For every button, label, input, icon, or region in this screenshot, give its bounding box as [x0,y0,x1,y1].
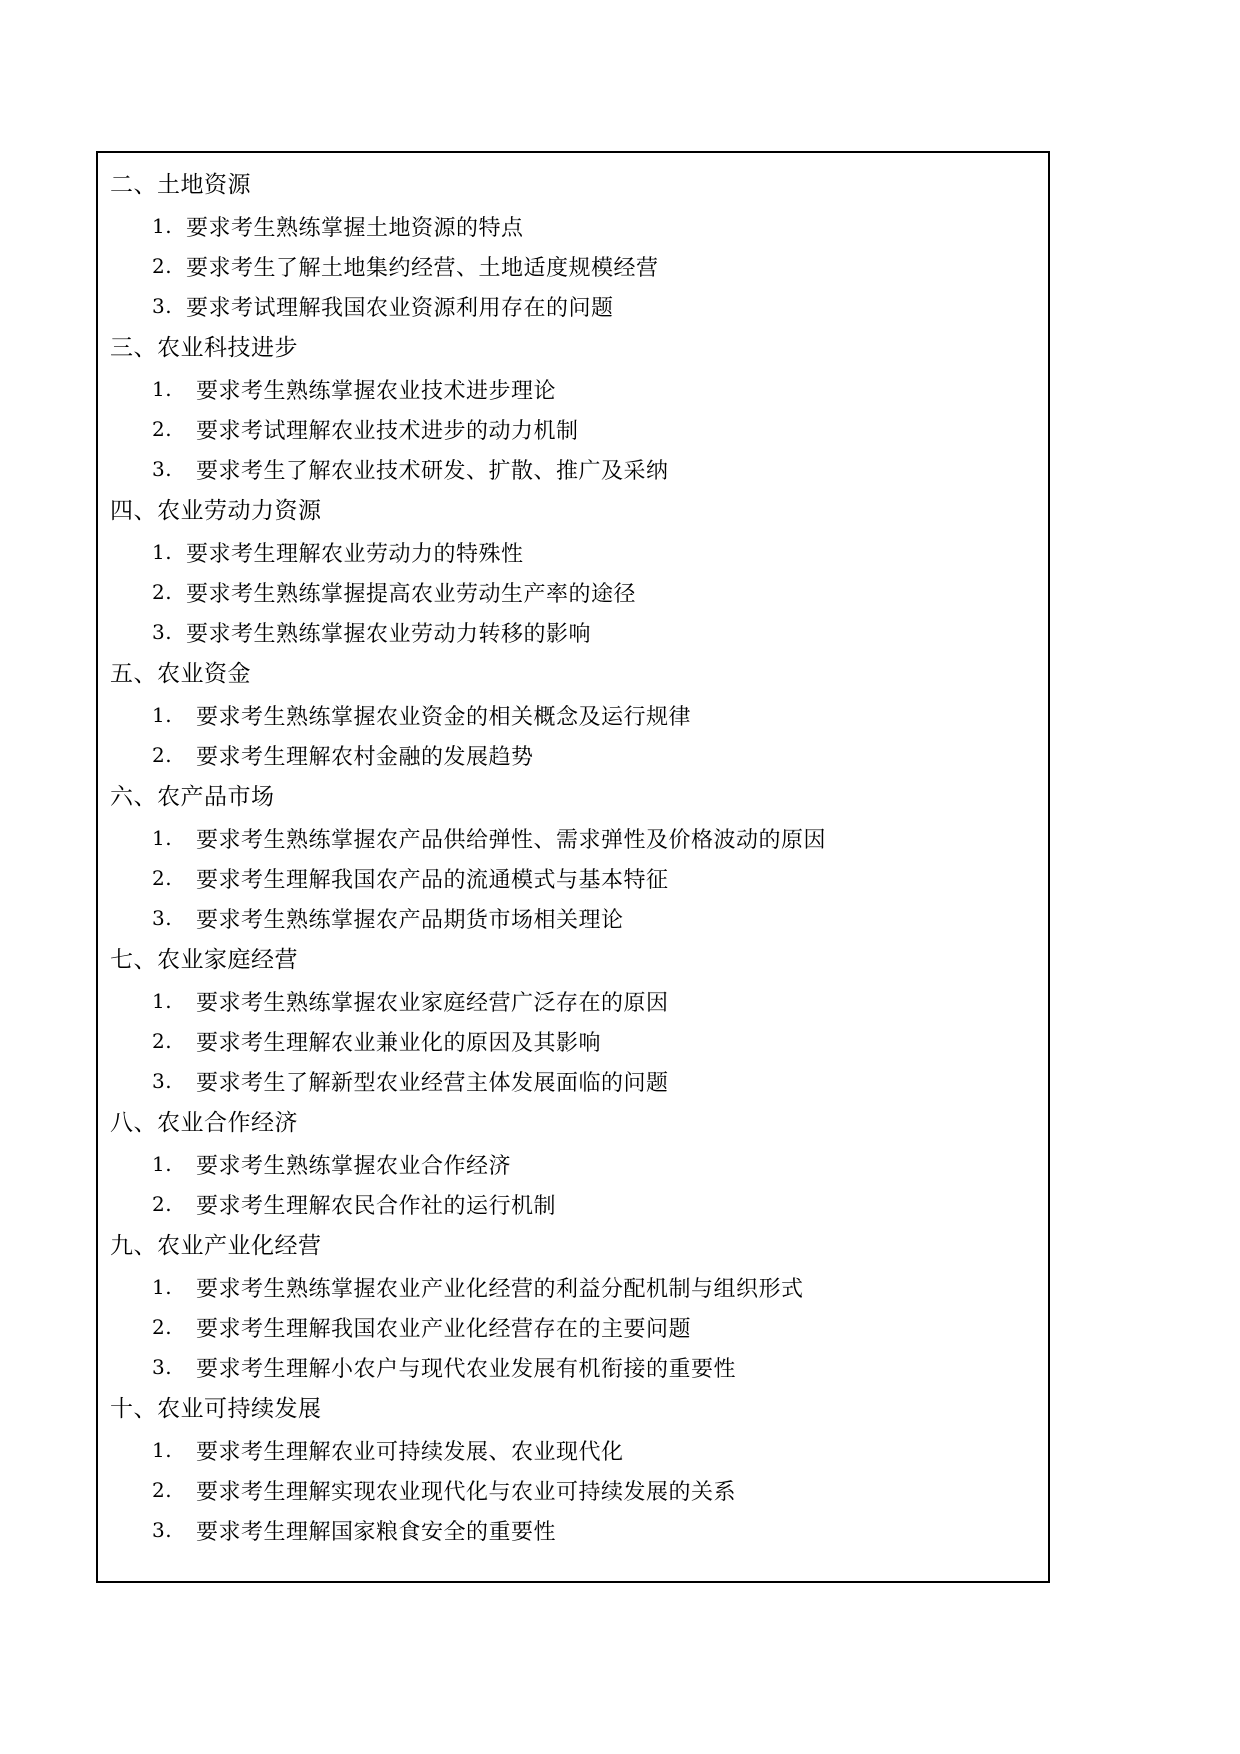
section-heading [110,775,1038,818]
section-heading [110,1224,1038,1267]
list-item-index: 1. [152,540,173,564]
list-item-index: 2. [152,580,173,604]
list-item-text: 要求考生了解农业技术研发、扩散、推广及采纳 [196,458,669,484]
list-item-index: 1. [152,989,173,1013]
list-item [110,898,1038,938]
list-item [110,1430,1038,1470]
section-number: 十、 [110,1395,157,1422]
list-item-text: 要求考生熟练掌握提高农业劳动生产率的途径 [186,581,637,607]
section-number: 六、 [110,783,157,810]
list-item-index: 2. [152,1029,173,1053]
list-item-index: 1. [152,826,173,850]
list-item [110,449,1038,489]
list-item [110,981,1038,1021]
section-number: 七、 [110,946,157,973]
list-item-index: 1. [152,1438,173,1462]
section-number: 二、 [110,171,157,198]
list-item-index: 1. [152,1275,173,1299]
list-item-index: 2. [152,1315,173,1339]
syllabus-content [110,163,1038,1550]
list-item-index: 2. [152,743,173,767]
list-item [110,1307,1038,1347]
section-heading [110,489,1038,532]
list-item-index: 3. [152,620,173,644]
list-item-index: 3. [152,1069,173,1093]
list-item [110,1470,1038,1510]
list-item-text: 要求考生熟练掌握土地资源的特点 [186,215,524,241]
list-item-index: 2. [152,1192,173,1216]
list-item [110,1347,1038,1387]
list-item-text: 要求考生了解新型农业经营主体发展面临的问题 [196,1070,669,1096]
list-item-index: 3. [152,294,173,318]
list-item-text: 要求考生理解实现农业现代化与农业可持续发展的关系 [196,1479,737,1505]
section-heading [110,652,1038,695]
list-item-index: 2. [152,417,173,441]
section-title: 土地资源 [157,171,251,198]
section-title: 农业资金 [157,660,251,687]
section-title: 农业产业化经营 [157,1232,322,1259]
list-item-text: 要求考生熟练掌握农产品期货市场相关理论 [196,907,624,933]
list-item-text: 要求考生熟练掌握农业劳动力转移的影响 [186,621,592,647]
list-item [110,1267,1038,1307]
list-item-text: 要求考生熟练掌握农产品供给弹性、需求弹性及价格波动的原因 [196,827,827,853]
list-item-text: 要求考生理解农业可持续发展、农业现代化 [196,1439,624,1465]
list-item-index: 2. [152,1478,173,1502]
list-item [110,695,1038,735]
list-item [110,369,1038,409]
list-item-text: 要求考生熟练掌握农业家庭经营广泛存在的原因 [196,990,669,1016]
list-item-index: 3. [152,906,173,930]
section-title: 农产品市场 [157,783,275,810]
section-number: 八、 [110,1109,157,1136]
list-item-text: 要求考生理解小农户与现代农业发展有机衔接的重要性 [196,1356,737,1382]
list-item [110,532,1038,572]
section-title: 农业家庭经营 [157,946,298,973]
list-item-text: 要求考生了解土地集约经营、土地适度规模经营 [186,255,659,281]
list-item-text: 要求考生理解农村金融的发展趋势 [196,744,534,770]
section-title: 农业可持续发展 [157,1395,322,1422]
list-item [110,1144,1038,1184]
list-item-index: 2. [152,254,173,278]
list-item [110,818,1038,858]
list-item [110,409,1038,449]
list-item-text: 要求考生理解国家粮食安全的重要性 [196,1519,557,1545]
list-item-text: 要求考试理解农业技术进步的动力机制 [196,418,579,444]
section-heading [110,1387,1038,1430]
list-item [110,612,1038,652]
list-item-index: 3. [152,457,173,481]
list-item-index: 3. [152,1518,173,1542]
list-item-index: 1. [152,377,173,401]
list-item [110,1510,1038,1550]
list-item-text: 要求考生理解农业劳动力的特殊性 [186,541,524,567]
section-number: 四、 [110,497,157,524]
list-item [110,1184,1038,1224]
section-title: 农业劳动力资源 [157,497,322,524]
list-item-text: 要求考生理解农民合作社的运行机制 [196,1193,557,1219]
list-item-index: 3. [152,1355,173,1379]
list-item [110,1021,1038,1061]
list-item-text: 要求考生熟练掌握农业产业化经营的利益分配机制与组织形式 [196,1276,804,1302]
list-item-index: 1. [152,1152,173,1176]
list-item-text: 要求考试理解我国农业资源利用存在的问题 [186,295,614,321]
list-item-text: 要求考生熟练掌握农业合作经济 [196,1153,512,1179]
section-heading [110,163,1038,206]
list-item [110,1061,1038,1101]
section-number: 五、 [110,660,157,687]
list-item-text: 要求考生理解我国农产品的流通模式与基本特征 [196,867,669,893]
section-heading [110,938,1038,981]
list-item-text: 要求考生熟练掌握农业技术进步理论 [196,378,557,404]
section-title: 农业科技进步 [157,334,298,361]
list-item [110,206,1038,246]
list-item-index: 1. [152,214,173,238]
section-heading [110,326,1038,369]
list-item [110,858,1038,898]
section-heading [110,1101,1038,1144]
list-item [110,735,1038,775]
list-item-text: 要求考生熟练掌握农业资金的相关概念及运行规律 [196,704,692,730]
list-item [110,246,1038,286]
list-item-text: 要求考生理解我国农业产业化经营存在的主要问题 [196,1316,692,1342]
list-item-index: 1. [152,703,173,727]
list-item [110,286,1038,326]
list-item [110,572,1038,612]
list-item-text: 要求考生理解农业兼业化的原因及其影响 [196,1030,602,1056]
section-title: 农业合作经济 [157,1109,298,1136]
list-item-index: 2. [152,866,173,890]
section-number: 九、 [110,1232,157,1259]
syllabus-table-cell [96,151,1050,1583]
section-number: 三、 [110,334,157,361]
